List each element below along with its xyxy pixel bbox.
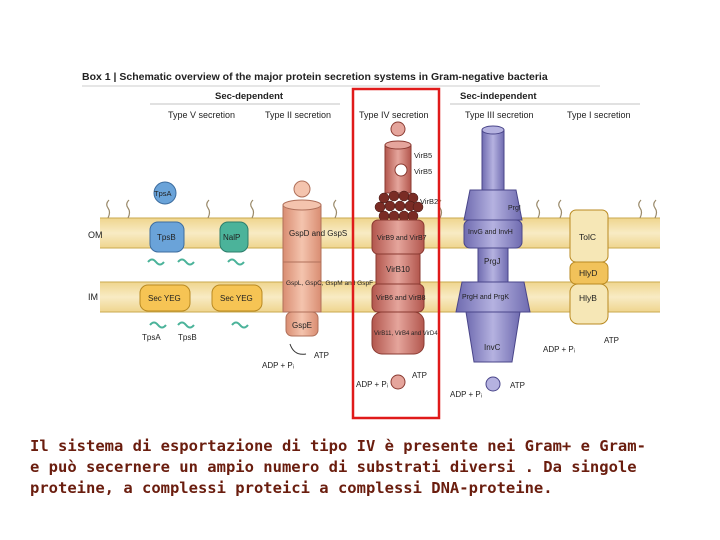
tpsB-label: TpsB — [157, 233, 176, 242]
tpsA-bottom-label: TpsA — [142, 333, 161, 342]
atp-t2-label: ATP — [314, 351, 329, 360]
figure-title: Box 1 | Schematic overview of the major protein secretion systems in Gram-negative bacteria — [82, 71, 548, 83]
im-label: IM — [88, 292, 98, 302]
type-ii-system — [262, 181, 373, 370]
caption-line-2: e può secernere un ampio numero di substrati diversi . Da singole — [30, 458, 637, 476]
gspD-label: GspD and GspS — [289, 229, 348, 238]
tpsA-top-label: TpsA — [154, 189, 172, 198]
prgh-label: PrgH and PrgK — [462, 294, 510, 301]
type-iv-label: Type IV secretion — [359, 110, 429, 120]
virb11-label: VirB11, VirB4 and VirD4 — [374, 331, 438, 337]
prgj-label: PrgJ — [484, 257, 501, 266]
type-ii-label: Type II secretion — [265, 110, 332, 120]
atp-t1-label: ATP — [604, 336, 619, 345]
virb6-label: VirB6 and VirB8 — [376, 295, 426, 302]
atp-t4-label: ATP — [412, 371, 427, 380]
om-label: OM — [88, 230, 103, 240]
type-i-label: Type I secretion — [567, 110, 631, 120]
invg-label: InvG and InvH — [468, 229, 513, 236]
adp-t2-label: ADP + Pᵢ — [262, 361, 295, 370]
virb9-label: VirB9 and VirB7 — [377, 235, 427, 242]
adp-t4-label: ADP + Pᵢ — [356, 380, 389, 389]
nalP-label: NalP — [223, 233, 241, 242]
type-iii-label: Type III secretion — [465, 110, 534, 120]
hlyd-label: HlyD — [579, 268, 598, 278]
type-v-system — [140, 182, 262, 342]
gspL-label: GspL, GspC, GspM and GspF — [286, 280, 374, 287]
invc-label: InvC — [484, 343, 501, 352]
hlyb-label: HlyB — [579, 293, 597, 303]
sec-dependent-label: Sec-dependent — [215, 91, 284, 102]
sec-independent-label: Sec-independent — [460, 91, 537, 102]
secyeg-left-label: Sec YEG — [148, 294, 181, 303]
virb5b-label: VirB5 — [414, 167, 433, 176]
type-iii-system — [450, 126, 530, 399]
caption-line-3: proteine, a complessi proteici a complessi DNA-proteine. — [30, 479, 553, 497]
secyeg-right-label: Sec YEG — [220, 294, 253, 303]
atp-t3-label: ATP — [510, 381, 525, 390]
adp-t1-label: ADP + Pᵢ — [543, 345, 576, 354]
tpsB-bottom-label: TpsB — [178, 333, 197, 342]
virb10-label: VirB10 — [386, 265, 410, 274]
virb5a-label: VirB5 — [414, 151, 433, 160]
type-iv-system — [356, 122, 438, 389]
caption-line-1: Il sistema di esportazione di tipo IV è presente nei Gram+ e Gram- — [30, 437, 646, 455]
caption — [30, 436, 710, 499]
adp-t3-label: ADP + Pᵢ — [450, 390, 483, 399]
prgi-top-label: PrgI — [508, 205, 521, 212]
tolc-label: TolC — [579, 232, 597, 242]
virb2-label: VirB2 — [420, 197, 439, 206]
type-v-label: Type V secretion — [168, 110, 236, 120]
gspE-label: GspE — [292, 321, 313, 330]
